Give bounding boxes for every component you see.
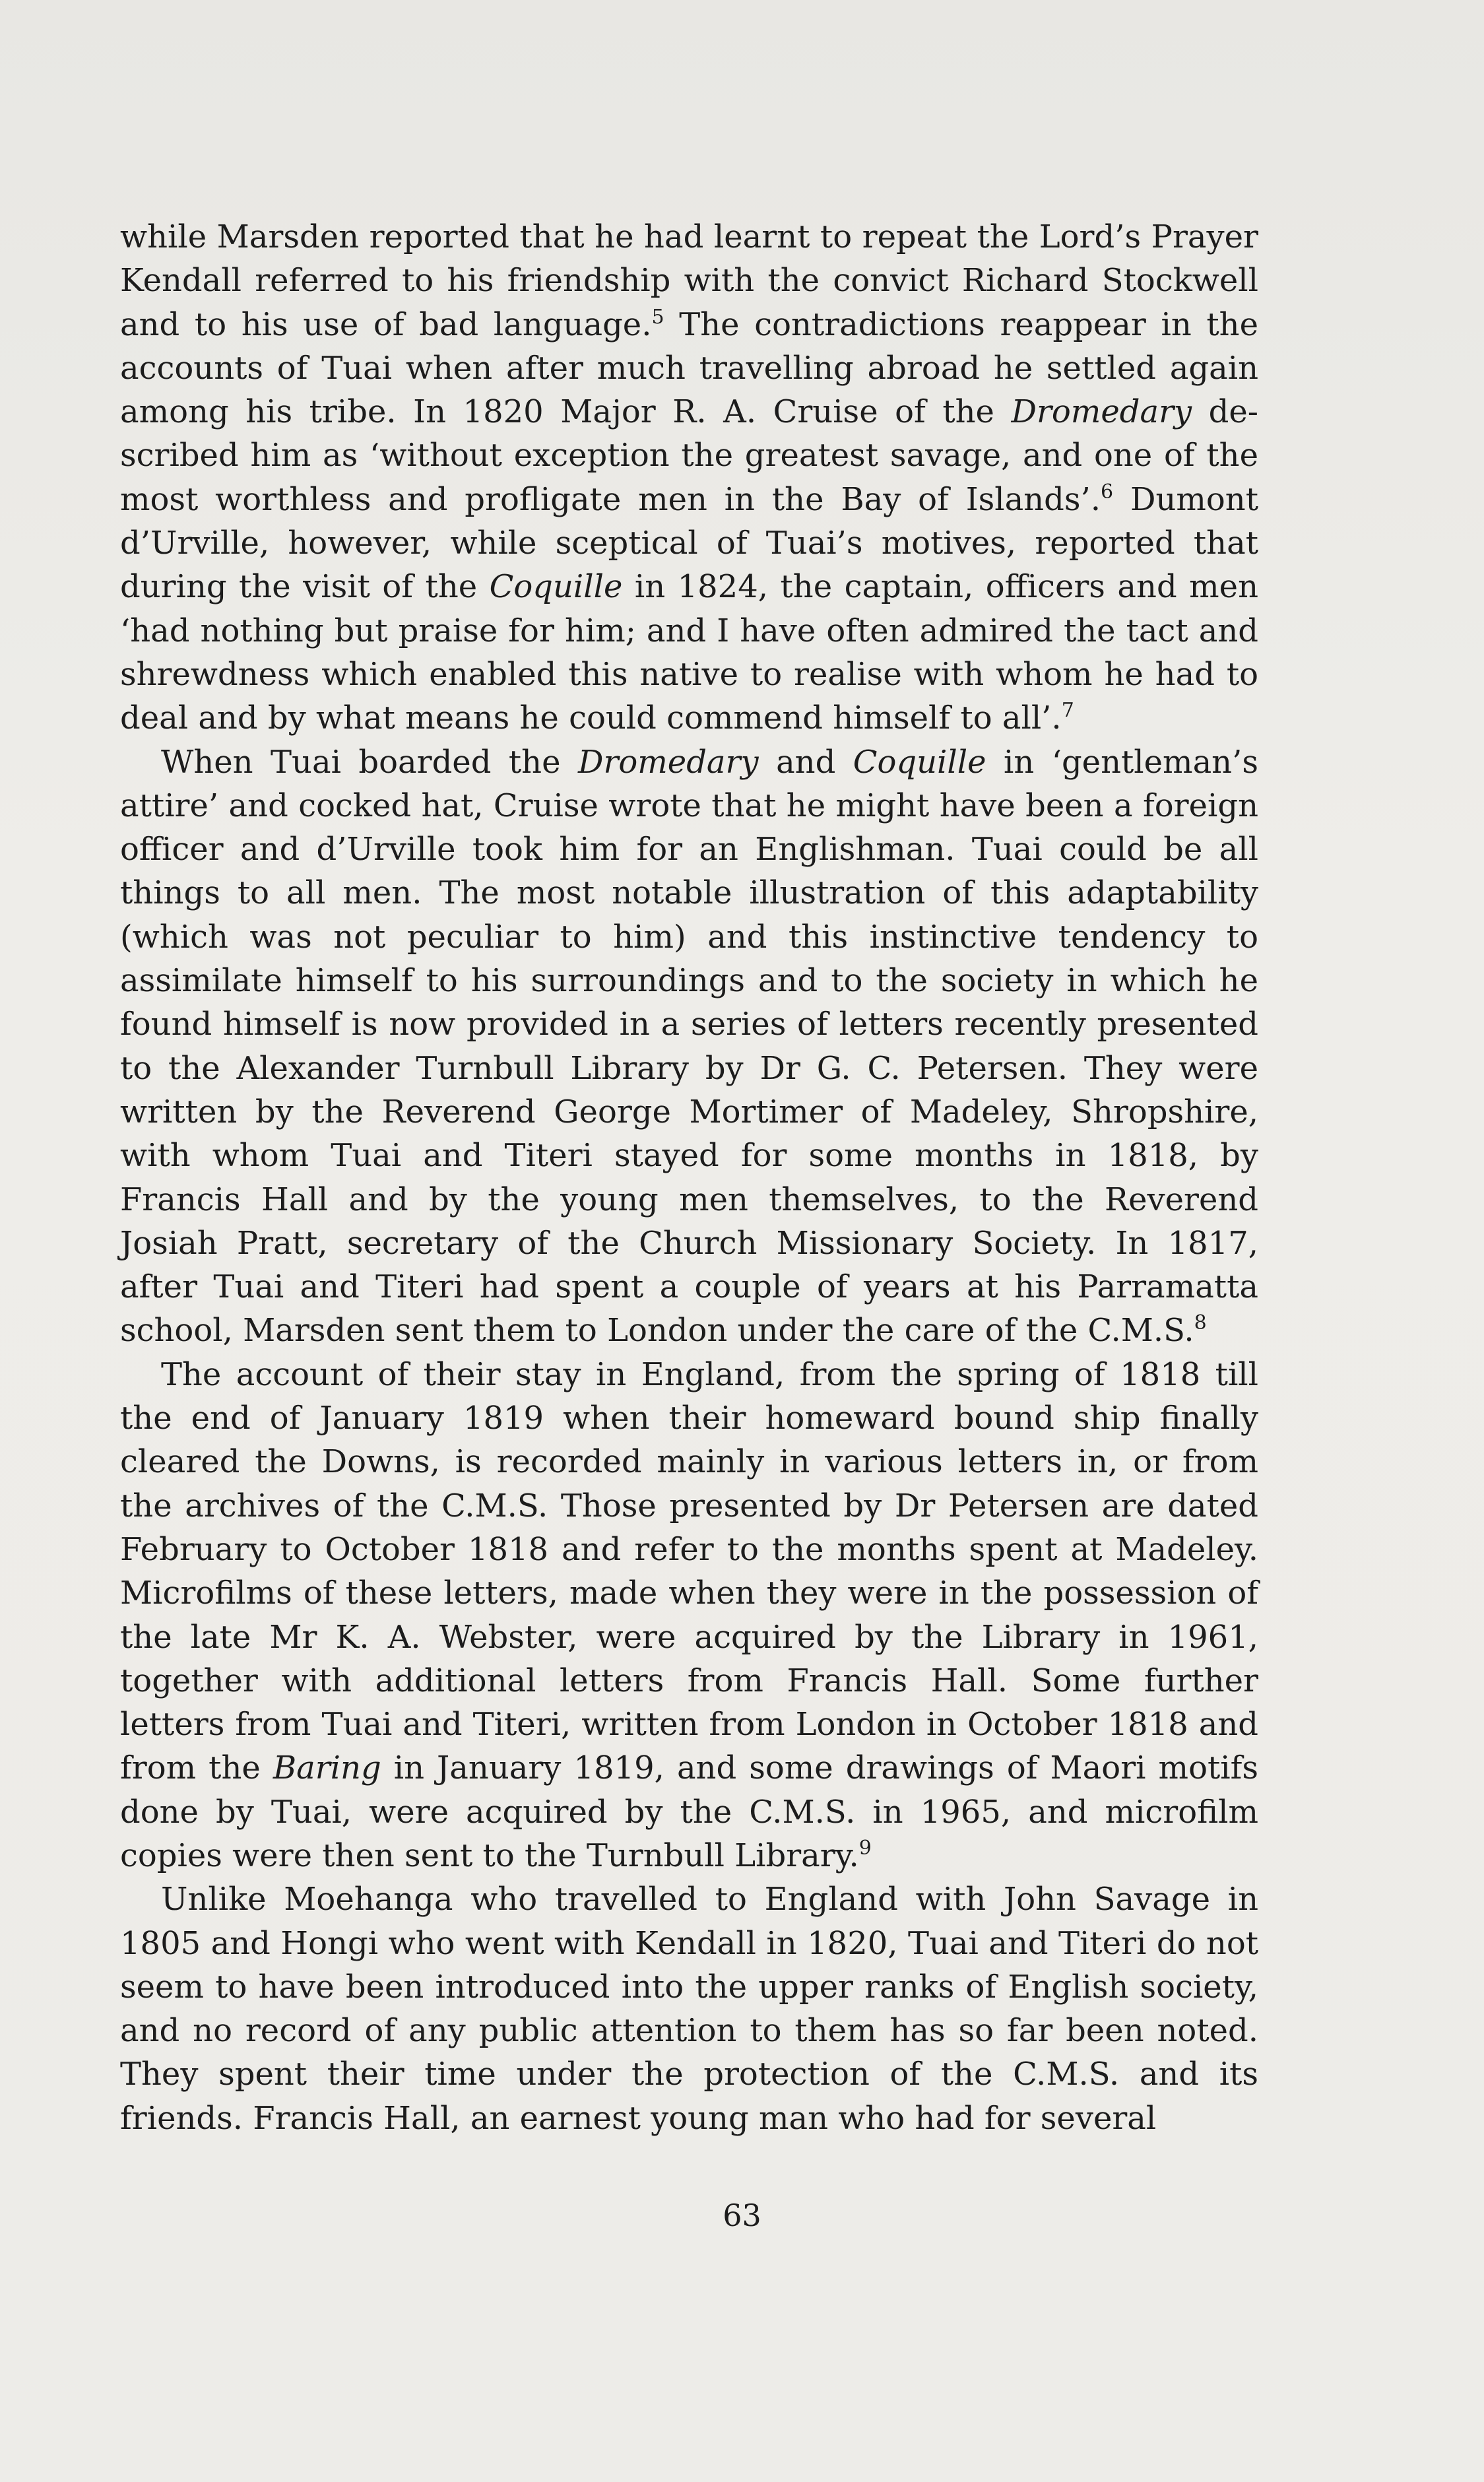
italic-text: Baring: [273, 1749, 381, 1787]
text-run: The contradictions reappear in the accounts of Tuai when after much travelling abroad he settled again among his tribe. In 1820 Major R. A. Cruise of the: [120, 306, 1259, 431]
text-run: The account of their stay in England, from the spring of 1818 till the end of January 1819 when their homeward bound ship finally cleared the Downs, is recorded mainly in various letters in, or from the archives of the C.M.S. Those presented by Dr Petersen are dated February to October 1818 and refer to the months spent at Madeley. Microfilms of these letters, made when they were in the possession of the late Mr K. A. Webster, were acquired by the Library in 1961, together with additional letters from Francis Hall. Some further letters from Tuai and Titeri, written from London in October 1818 and from the: [120, 1355, 1258, 1787]
footnote-marker: 7: [1061, 699, 1074, 723]
text-run: Unlike Moehanga who travelled to England with John Savage in 1805 and Hongi who went with Kendall in 1820, Tuai and Titeri do not seem to have been introduced into the upper ranks of English society, and no record of any public attention to them has so far been noted. They spent their time under the protection of the C.M.S. and its friends. Francis Hall, an earnest young man who had for several: [120, 1881, 1258, 2137]
paragraph-4: [120, 1878, 1258, 2140]
paragraph-2: [120, 740, 1258, 1353]
italic-text: Dromedary: [1011, 393, 1192, 431]
text-run: in 1824, the captain, officers and men ‘had nothing but praise for him; and I have often admired the tact and shrewdness which enabled this native to realise with whom he had to deal and by what means he could commend himself to all’.: [120, 568, 1258, 737]
footnote-marker: 5: [651, 305, 664, 329]
footnote-marker: 8: [1194, 1311, 1207, 1335]
paragraph-1: [120, 215, 1258, 740]
italic-text: Coquille: [489, 568, 623, 606]
footnote-marker: 9: [858, 1836, 872, 1860]
paragraph-3: [120, 1353, 1258, 1878]
text-run: Dumont d’Urville, however, while sceptical of Tuai’s motives, reported that during the visit of the: [120, 480, 1258, 606]
text-run: and: [758, 743, 853, 781]
italic-text: Coquille: [853, 743, 986, 781]
text-run: When Tuai boarded the: [161, 743, 578, 781]
italic-text: Dromedary: [577, 743, 759, 781]
text-run: in January 1819, and some drawings of Maori motifs done by Tuai, were acquired by the C.M.S. in 1965, and microfilm copies were then sent to the Turnbull Library.: [120, 1749, 1258, 1874]
body-text: [120, 215, 1258, 2140]
text-run: described him as ‘without exception the greatest savage, and one of the most worthless and profligate men in the Bay of Islands’.: [120, 393, 1259, 518]
page-number: 63: [723, 2198, 761, 2233]
text-run: in ‘gentleman’s attire’ and cocked hat, Cruise wrote that he might have been a foreign officer and d’Urville took him for an Englishman. Tuai could be all things to all men. The most notable illustration of this adaptability (which was not peculiar to him) and this instinctive tendency to assimilate himself to his surroundings and to the society in which he found himself is now provided in a series of letters recently presented to the Alexander Turnbull Library by Dr G. C. Petersen. They were written by the Reverend George Mortimer of Madeley, Shropshire, with whom Tuai and Titeri stayed for some months in 1818, by Francis Hall and by the young men themselves, to the Reverend Josiah Pratt, secretary of the Church Missionary Society. In 1817, after Tuai and Titeri had spent a couple of years at his Parramatta school, Marsden sent them to London under the care of the C.M.S.: [120, 743, 1258, 1350]
footnote-marker: 6: [1101, 480, 1114, 504]
text-run: while Marsden reported that he had learnt to repeat the Lord’s Prayer Kendall referred to his friendship with the convict Richard Stockwell and to his use of bad language.: [120, 218, 1258, 343]
